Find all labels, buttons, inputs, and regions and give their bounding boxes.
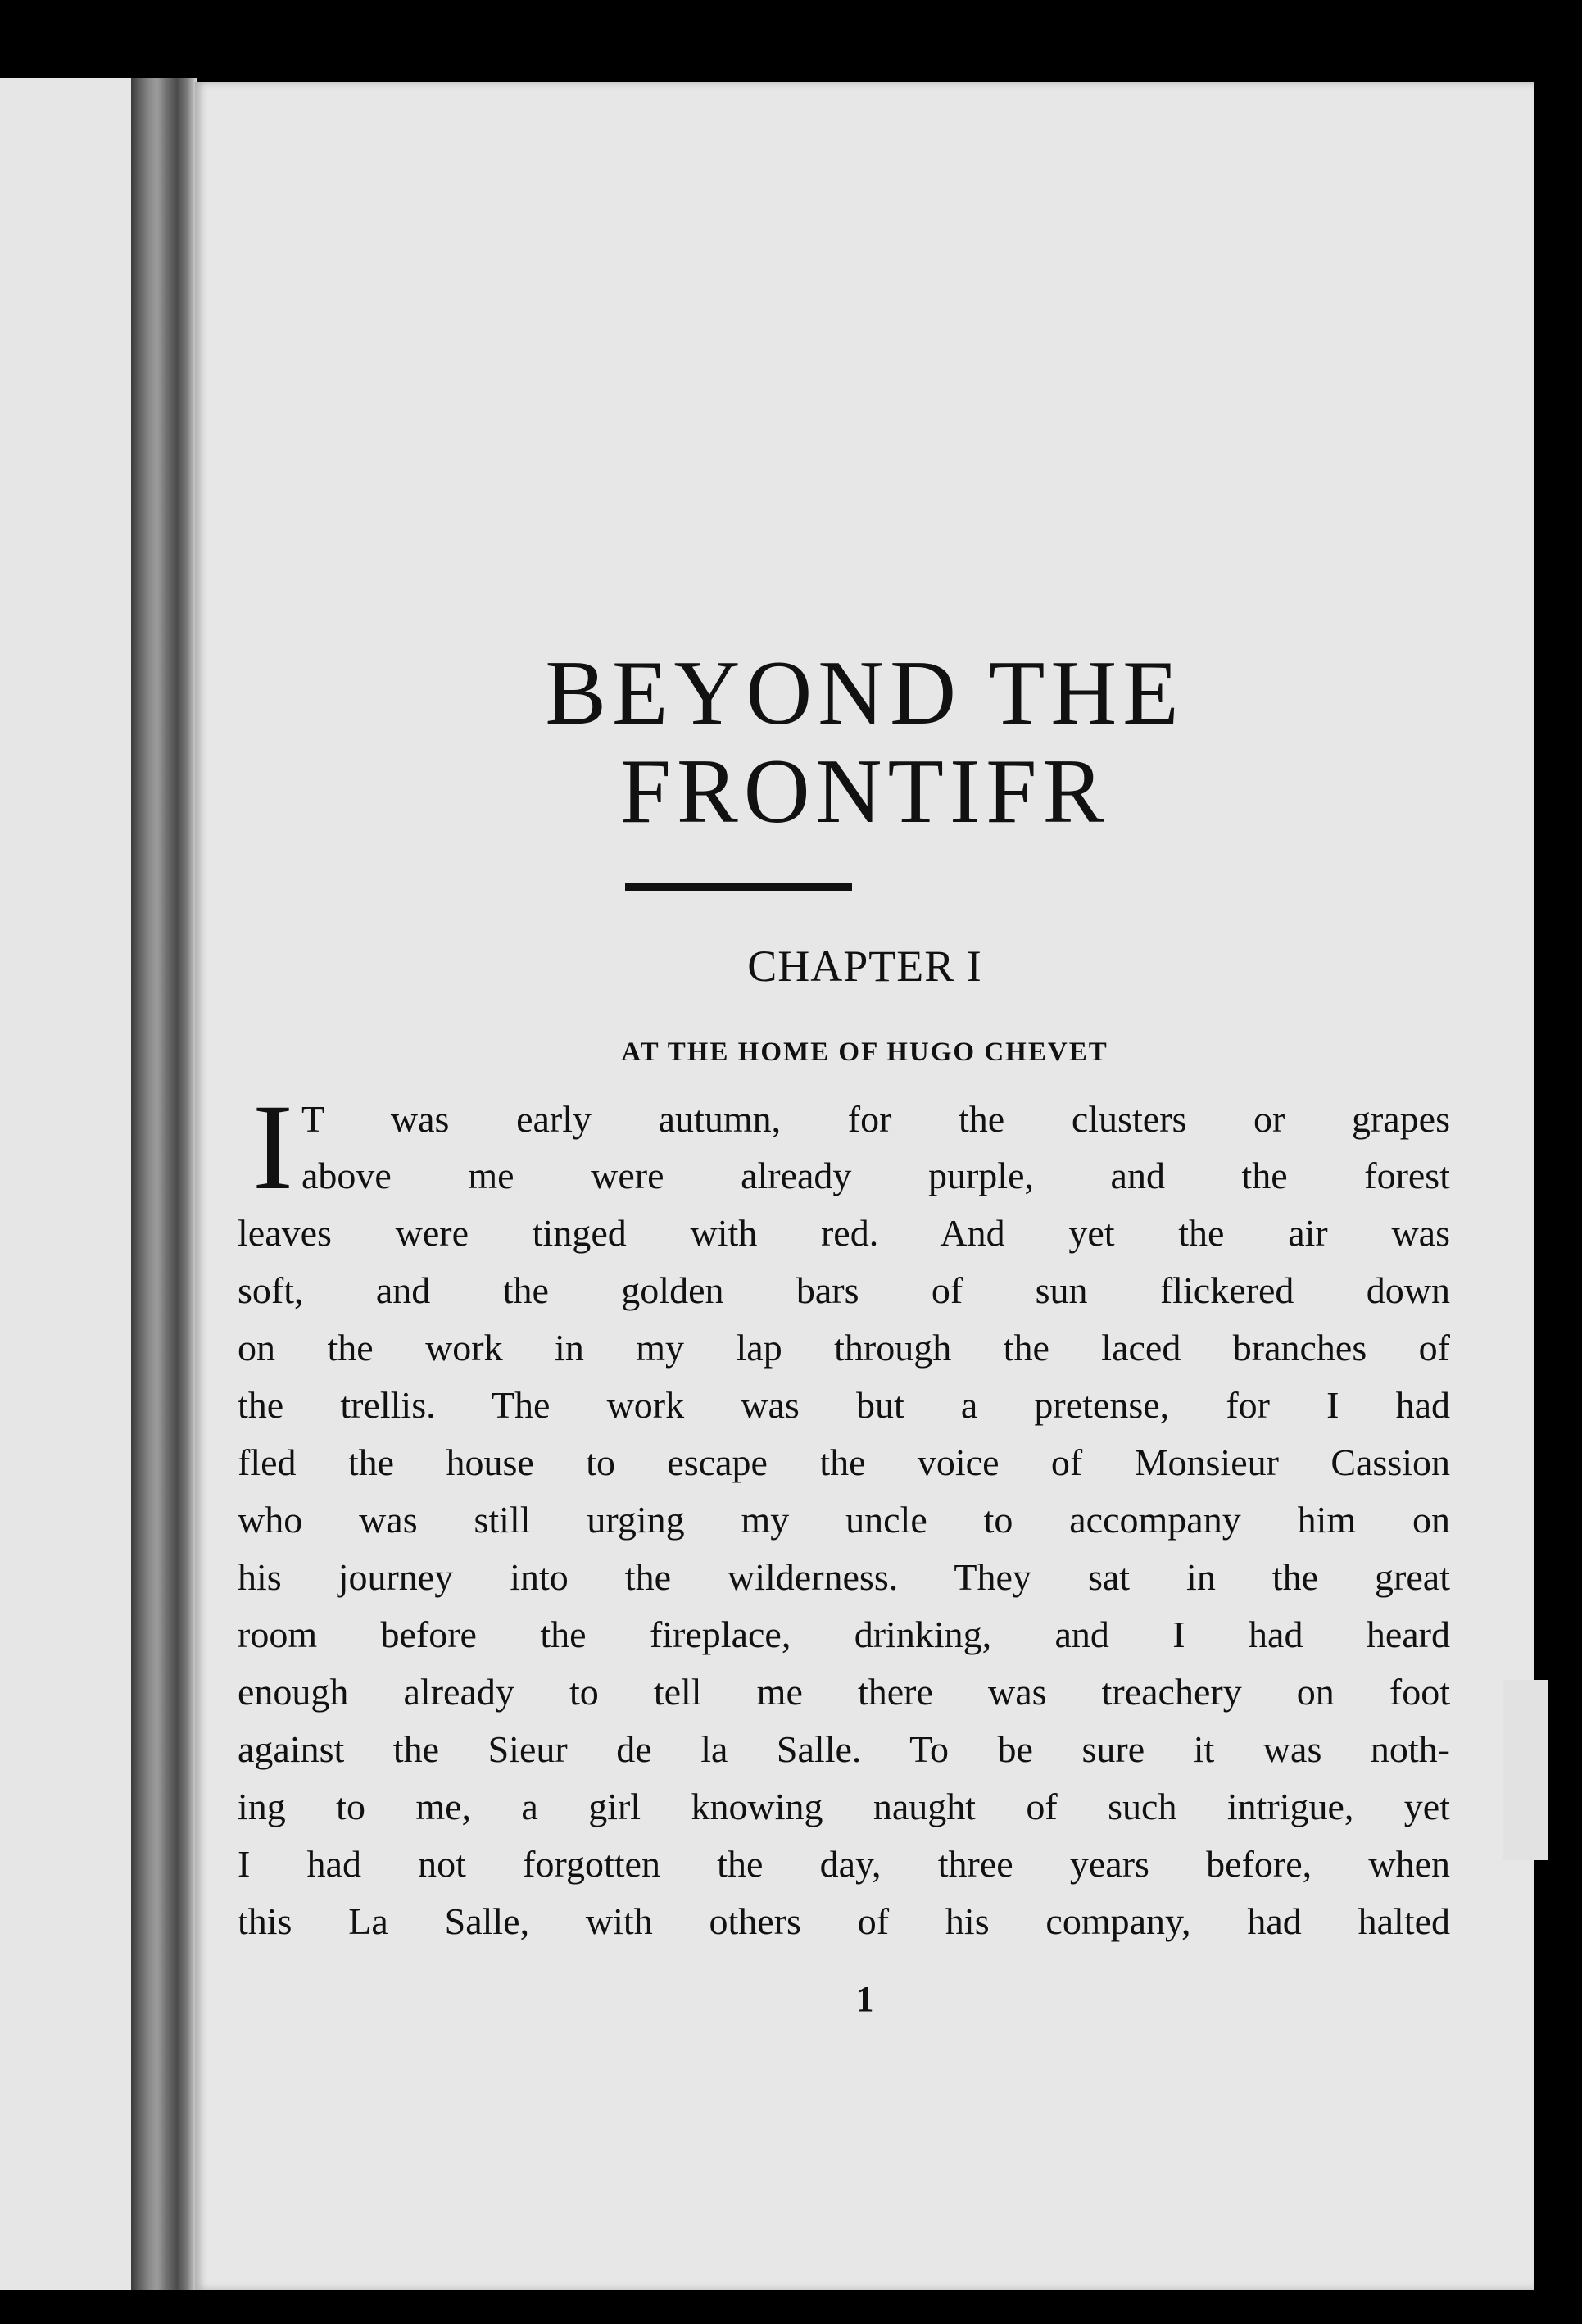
book-title-line-2: FRONTIFR [619, 741, 1110, 842]
page [195, 82, 1534, 2290]
body-line: ing to me, a girl knowing naught of such intrigue, yet [238, 1786, 1450, 1827]
body-line: enough already to tell me there was treachery on foot [238, 1671, 1450, 1713]
body-line: fled the house to escape the voice of Monsieur Cassion [238, 1441, 1450, 1483]
chapter-heading: CHAPTER I [747, 942, 982, 991]
body-line: I had not forgotten the day, three years before, when [238, 1843, 1450, 1885]
title-rule-divider [625, 883, 852, 891]
body-line: this La Salle, with others of his company, had halted [238, 1900, 1450, 1942]
book-title-line-1: BEYOND THE [545, 642, 1185, 744]
body-line: T was early autumn, for the clusters or grapes [301, 1098, 1450, 1140]
body-line: on the work in my lap through the laced branches of [238, 1327, 1450, 1369]
body-line: leaves were tinged with red. And yet the air was [238, 1212, 1450, 1254]
body-line: his journey into the wilderness. They sat in the great [238, 1556, 1450, 1598]
chapter-subtitle: AT THE HOME OF HUGO CHEVET [621, 1037, 1108, 1067]
body-line: soft, and the golden bars of sun flickered down [238, 1269, 1450, 1311]
body-line: who was still urging my uncle to accompany him on [238, 1499, 1450, 1541]
page-number: 1 [855, 1979, 874, 2019]
body-line: above me were already purple, and the forest [301, 1155, 1450, 1196]
page-edge-tab [1503, 1680, 1548, 1860]
body-line: room before the fireplace, drinking, and I had heard [238, 1614, 1450, 1655]
body-line: against the Sieur de la Salle. To be sure it was noth- [238, 1728, 1450, 1770]
drop-cap: I [252, 1079, 293, 1215]
book-spine-gutter [131, 78, 197, 2290]
body-line: the trellis. The work was but a pretense, for I had [238, 1384, 1450, 1426]
